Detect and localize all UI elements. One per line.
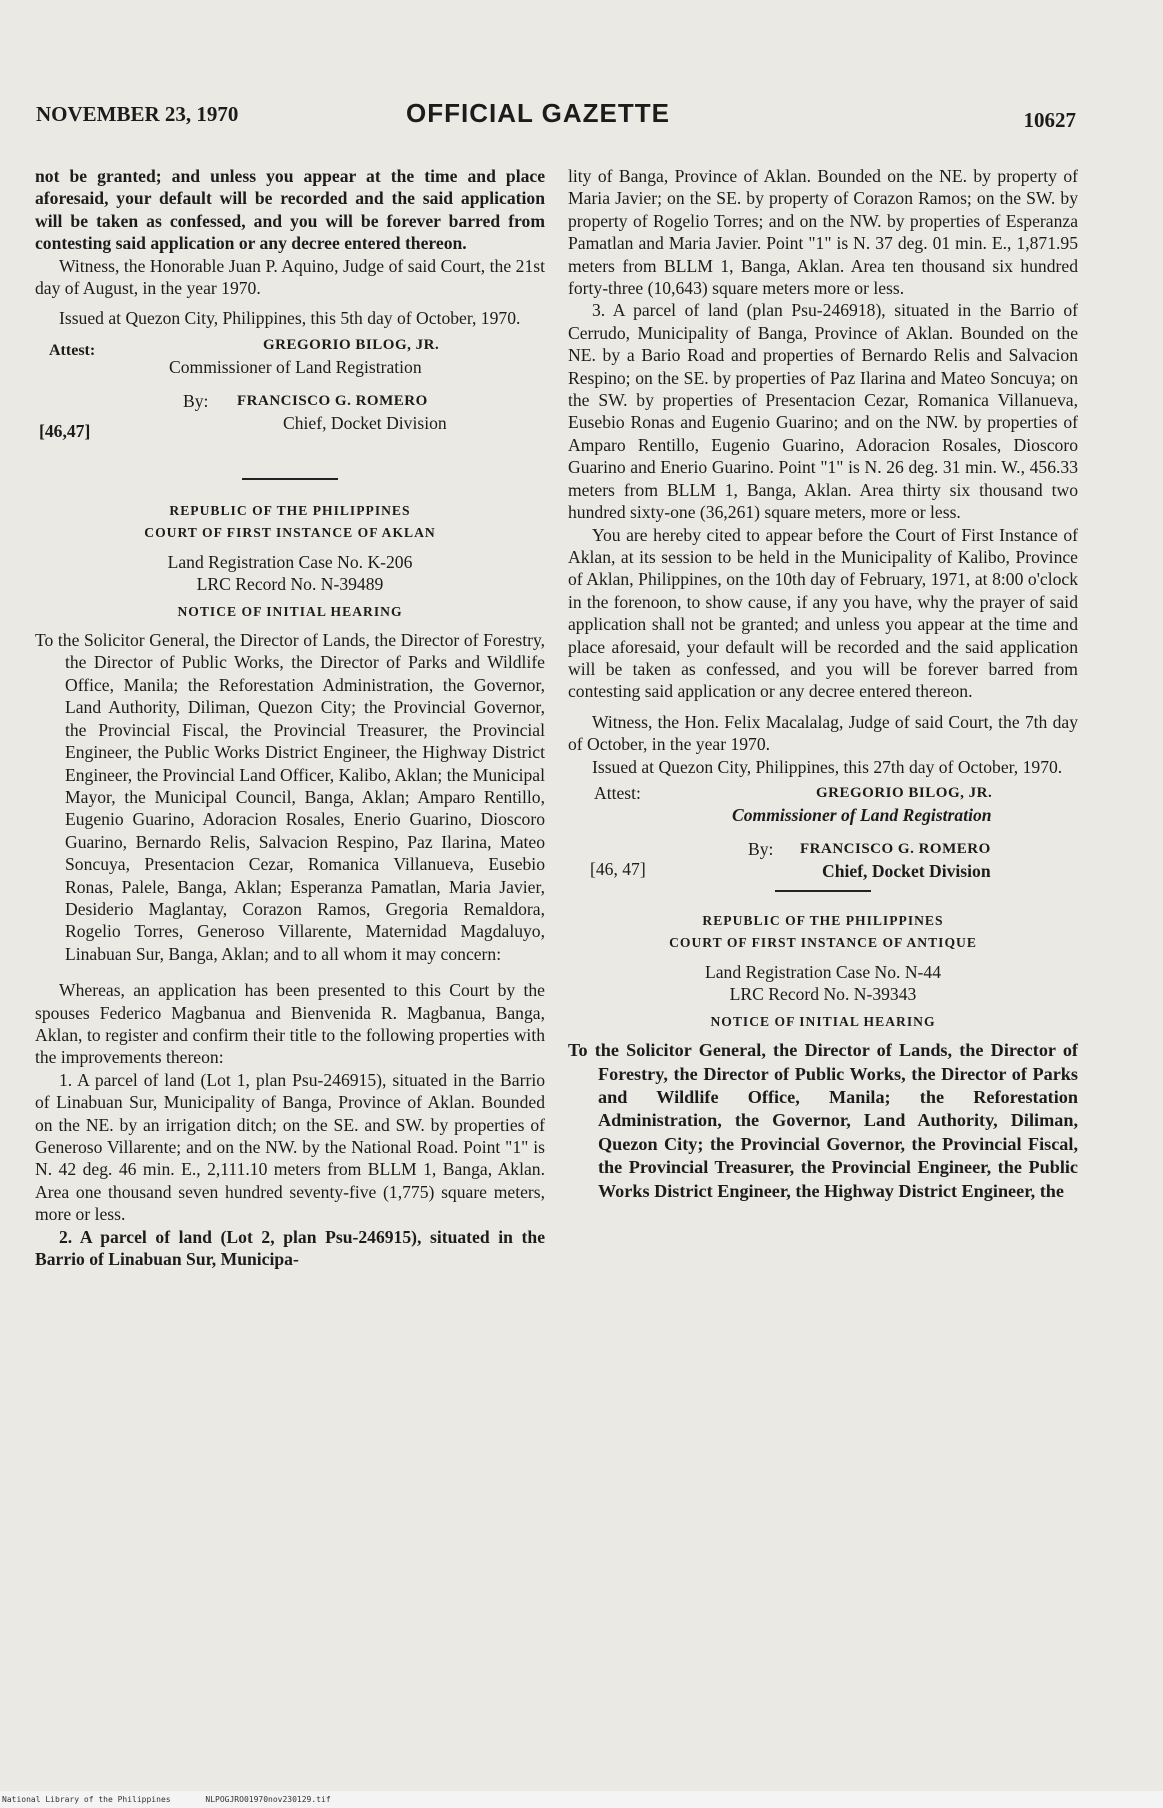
attest-name: GREGORIO BILOG, JR.	[816, 784, 993, 801]
court-heading: COURT OF FIRST INSTANCE OF AKLAN	[144, 525, 436, 541]
notice-title: NOTICE OF INITIAL HEARING	[177, 603, 403, 619]
republic-heading: REPUBLIC OF THE PHILIPPINES	[702, 912, 944, 928]
scan-filename: NLPOGJRO01970nov230129.tif	[205, 1795, 331, 1804]
attest-office: Commissioner of Land Registration	[732, 804, 992, 825]
addressees-paragraph: To the Solicitor General, the Director of Lands, the Director of Forestry, the Director of Public Works, the Director of Parks and Wildlife Office, Manila; the Reforestation Administration, the Governor, Land Authority, Diliman, Quezon City; the Provincial Governor, the Provincial Fiscal, the Provincial Treasurer, the Provincial Engineer, the Public Works District Engineer, the Highway District Engineer, the Provincial Land Officer, Kalibo, Aklan; the Municipal Mayor, the Municipal Council, Banga, Aklan; Amparo Rentillo, Eugenio Guarino, Adoracion Rosales, Enerio Guarino, Dioscoro Guarino, Bernardo Relis, Salvacion Respino, Paz Ilarina, Mateo Soncuya, Presentacion Cezar, Romanica Villanueva, Eusebio Ronas, Palele, Banga, Aklan; Esperanza Pamatlan, Maria Javier, Desiderio Maglantay, Corazon Ramos, Gregoria Remaldora, Rogelio Torres, Generoso Villarente, Maternidad Magdaluyo, Linabuan Sur, Banga, Aklan; and to all whom it may concern:	[35, 630, 545, 964]
cited-paragraph: You are hereby cited to appear before the Court of First Instance of Aklan, at its session to be held in the Municipality of Kalibo, Province of Aklan, Philippines, on the 10th day of February, 1971, at 8:00 o'clock in the forenoon, to show cause, if any you have, why the prayer of said application shall not be granted; and unless you appear at the time and place aforesaid, your default will be recorded and the said application will be taken as confessed, and you will be forever barred from contesting said application or any decree entered thereon.	[568, 524, 1078, 702]
case-number: Land Registration Case No. N-44	[704, 961, 941, 982]
republic-heading: REPUBLIC OF THE PHILIPPINES	[169, 502, 411, 518]
by-title: Chief, Docket Division	[822, 860, 991, 881]
issue-reference: [46, 47]	[590, 858, 646, 879]
attest-block	[35, 336, 545, 456]
notice-title: NOTICE OF INITIAL HEARING	[710, 1013, 936, 1029]
case-number: Land Registration Case No. K-206	[167, 551, 413, 572]
witness-paragraph: Witness, the Honorable Juan P. Aquino, Judge of said Court, the 21st day of August, in the year 1970.	[35, 255, 545, 299]
by-title: Chief, Docket Division	[283, 412, 447, 433]
attest-block	[568, 780, 1078, 881]
library-credit: National Library of the Philippines	[2, 1795, 171, 1804]
whereas-paragraph: Whereas, an application has been presented to this Court by the spouses Federico Magbanua and Bienvenida R. Magbanua, Banga, Aklan, to register and confirm their title to the following properties with the improvements thereon:	[35, 980, 545, 1068]
attest-label: Attest:	[594, 782, 641, 803]
by-name: FRANCISCO G. ROMERO	[237, 392, 428, 409]
left-column	[35, 165, 545, 1270]
record-number: LRC Record No. N-39489	[196, 573, 384, 594]
attest-label: Attest:	[49, 341, 96, 359]
attest-office: Commissioner of Land Registration	[169, 356, 422, 377]
continuation-paragraph: not be granted; and unless you appear at the time and place aforesaid, your default will be recorded and the said application will be taken as confessed, and you will be forever barred from contesting said application or any decree entered thereon.	[35, 166, 545, 254]
by-name: FRANCISCO G. ROMERO	[800, 840, 991, 857]
parcel-2-continuation: lity of Banga, Province of Aklan. Bounded on the NE. by property of Maria Javier; on the SE. by property of Corazon Ramos; on the SW. by property of Rogelio Torres; and on the NW. by properties of Esperanza Pamatlan and Maria Javier. Point "1" is N. 37 deg. 01 min. E., 1,871.95 meters from BLLM 1, Banga, Aklan. Area ten thousand six hundred forty-three (10,643) square meters more or less.	[568, 166, 1078, 299]
parcel-3-paragraph: 3. A parcel of land (plan Psu-246918), situated in the Barrio of Cerrudo, Municipality of Banga, Province of Aklan. Bounded on the NE. by a Bario Road and properties of Bernardo Relis and Salvacion Respino; on the SE. by properties of Paz Ilarina and Mateo Soncuya; on the SW. by properties of Presentacion Cezar, Romanica Villanueva, Eusebio Ronas and Eugenio Guarino; and on the NW. by properties of Amparo Rentillo, Eugenio Guarino, Adoracion Rosales, Dioscoro Guarino and Enerio Guarino. Point "1" is N. 26 deg. 31 min. W., 456.33 meters from BLLM 1, Banga, Aklan. Area thirty six thousand two hundred sixty-one (36,261) square meters, more or less.	[568, 300, 1078, 523]
parcel-1-paragraph: 1. A parcel of land (Lot 1, plan Psu-246915), situated in the Barrio of Linabuan Sur, Municipality of Banga, Province of Aklan. Bounded on the NE. by an irrigation ditch; on the SE. and SW. by properties of Generoso Villarente; and on the NW. by the National Road. Point "1" is N. 42 deg. 46 min. E., 2,111.10 meters from BLLM 1, Banga, Aklan. Area one thousand seven hundred seventy-five (1,775) square meters, more or less.	[35, 1069, 545, 1225]
addressees-paragraph: To the Solicitor General, the Director of Lands, the Director of Forestry, the Director of Public Works, the Director of Parks and Wildlife Office, Manila; the Reforestation Administration, the Governor, Land Authority, Diliman, Quezon City; the Provincial Governor, the Provincial Fiscal, the Provincial Treasurer, the Provincial Engineer, the Public Works District Engineer, the Highway District Engineer, the	[568, 1040, 1078, 1201]
witness-paragraph: Witness, the Hon. Felix Macalalag, Judge of said Court, the 7th day of October, in the year 1970.	[568, 711, 1078, 755]
issued-paragraph: Issued at Quezon City, Philippines, this 27th day of October, 1970.	[592, 756, 1063, 777]
page-number: 10627	[1023, 108, 1076, 132]
court-heading: COURT OF FIRST INSTANCE OF ANTIQUE	[669, 935, 977, 951]
record-number: LRC Record No. N-39343	[729, 983, 917, 1004]
scan-footer	[0, 1791, 1163, 1808]
right-column	[568, 165, 1078, 1203]
publication-title: OFFICIAL GAZETTE	[406, 98, 670, 128]
by-label: By:	[183, 390, 209, 411]
by-label: By:	[748, 838, 774, 859]
section-divider	[775, 890, 871, 892]
issue-reference: [46,47]	[39, 420, 91, 441]
issued-paragraph: Issued at Quezon City, Philippines, this 5th day of October, 1970.	[59, 308, 521, 329]
parcel-2-start: 2. A parcel of land (Lot 2, plan Psu-246915), situated in the Barrio of Linabuan Sur, Municipa-	[35, 1226, 545, 1270]
page-header	[36, 98, 1076, 138]
issue-date: NOVEMBER 23, 1970	[36, 102, 239, 126]
attest-name: GREGORIO BILOG, JR.	[263, 336, 440, 353]
section-divider	[242, 478, 338, 480]
